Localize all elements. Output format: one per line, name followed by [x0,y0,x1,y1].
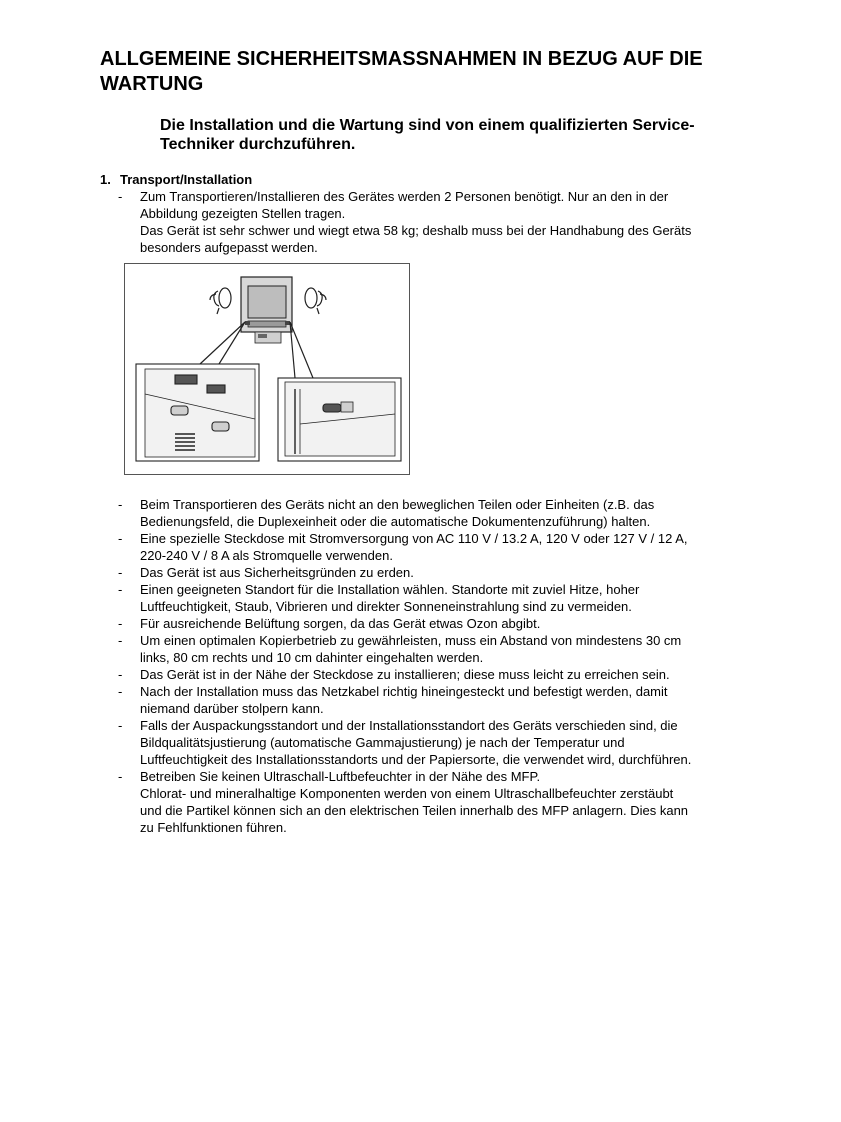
transport-list-bottom [118,496,758,836]
list-item-line: Bedienungsfeld, die Duplexeinheit oder die automatische Dokumentenzuführung) halten. [140,514,651,529]
list-item-line: Für ausreichende Belüftung sorgen, da das Gerät etwas Ozon abgibt. [140,616,541,631]
list-dash: - [118,497,123,512]
transport-list-top [118,188,758,256]
list-item-line: Das Gerät ist sehr schwer und wiegt etwa 58 kg; deshalb muss bei der Handhabung des Geräts [140,223,692,238]
left-person-hands-icon [210,288,231,314]
list-dash: - [118,718,123,733]
list-item-line: links, 80 cm rechts und 10 cm dahinter eingehalten werden. [140,650,484,665]
list-item [118,768,758,836]
qualified-technician-notice [160,116,760,154]
section-title: Transport/Installation [120,172,253,187]
list-item-line: und die Partikel können sich an den elektrischen Teilen innerhalb des MFP anlagern. Dies kann [140,803,689,818]
list-item-line: Chlorat- und mineralhaltige Komponenten werden von einem Ultraschallbefeuchter zerstäubt [140,786,674,801]
list-item-line: niemand darüber stolpern kann. [140,701,324,716]
list-dash: - [118,667,123,682]
list-item-line: zu Fehlfunktionen führen. [140,820,287,835]
list-item-line: Das Gerät ist in der Nähe der Steckdose zu installieren; diese muss leicht zu erreichen sein. [140,667,670,682]
list-item [118,188,758,256]
list-item [118,666,758,683]
right-person-hands-icon [305,288,326,314]
section-heading [100,171,252,188]
page-title-line: ALLGEMEINE SICHERHEITSMASSNAHMEN IN BEZUG AUF DIE [100,48,703,70]
list-dash: - [118,616,123,631]
list-item-line: Zum Transportieren/Installieren des Gerätes werden 2 Personen benötigt. Nur an den in der [140,189,669,204]
list-item [118,717,758,768]
list-dash: - [118,582,123,597]
machine-top-view-icon [241,277,292,343]
list-item [118,683,758,717]
list-item [118,564,758,581]
list-item [118,581,758,615]
list-dash: - [118,684,123,699]
notice-line: Techniker durchzuführen. [160,136,356,153]
list-item-line: Abbildung gezeigten Stellen tragen. [140,206,346,221]
list-item-line: besonders aufgepasst werden. [140,240,318,255]
carrying-illustration [125,264,409,474]
list-item-line: Nach der Installation muss das Netzkabel richtig hineingesteckt und befestigt werden, damit [140,684,668,699]
page-title [100,47,780,97]
list-dash: - [118,189,123,204]
list-item [118,496,758,530]
list-item [118,530,758,564]
list-dash: - [118,565,123,580]
left-handle-detail [136,364,259,461]
list-item-line: Eine spezielle Steckdose mit Stromversorgung von AC 110 V / 13.2 A, 120 V oder 127 V / 12 A, [140,531,688,546]
list-item-line: Beim Transportieren des Geräts nicht an den beweglichen Teilen oder Einheiten (z.B. das [140,497,655,512]
list-item [118,615,758,632]
section-number: 1. [100,172,111,187]
list-item-line: Luftfeuchtigkeit, Staub, Vibrieren und direkter Sonneneinstrahlung sind zu vermeiden. [140,599,632,614]
list-item-line: Das Gerät ist aus Sicherheitsgründen zu erden. [140,565,414,580]
list-item [118,632,758,666]
list-item-line: Einen geeigneten Standort für die Installation wählen. Standorte mit zuviel Hitze, hoher [140,582,640,597]
list-item-line: Luftfeuchtigkeit des Installationsstandorts und der Papiersorte, die verwendet wird, durchführen. [140,752,692,767]
list-item-line: Um einen optimalen Kopierbetrieb zu gewährleisten, muss ein Abstand von mindestens 30 cm [140,633,682,648]
list-dash: - [118,531,123,546]
list-item-line: 220-240 V / 8 A als Stromquelle verwenden. [140,548,393,563]
list-dash: - [118,633,123,648]
list-item-line: Bildqualitätsjustierung (automatische Gammajustierung) je nach der Temperatur und [140,735,625,750]
carrying-points-figure [124,263,410,475]
list-item-line: Falls der Auspackungsstandort und der Installationsstandort des Geräts verschieden sind, die [140,718,678,733]
notice-line: Die Installation und die Wartung sind von einem qualifizierten Service- [160,117,695,134]
list-item-line: Betreiben Sie keinen Ultraschall-Luftbefeuchter in der Nähe des MFP. [140,769,541,784]
page-title-line: WARTUNG [100,73,204,95]
list-dash: - [118,769,123,784]
right-handle-detail [278,378,401,461]
